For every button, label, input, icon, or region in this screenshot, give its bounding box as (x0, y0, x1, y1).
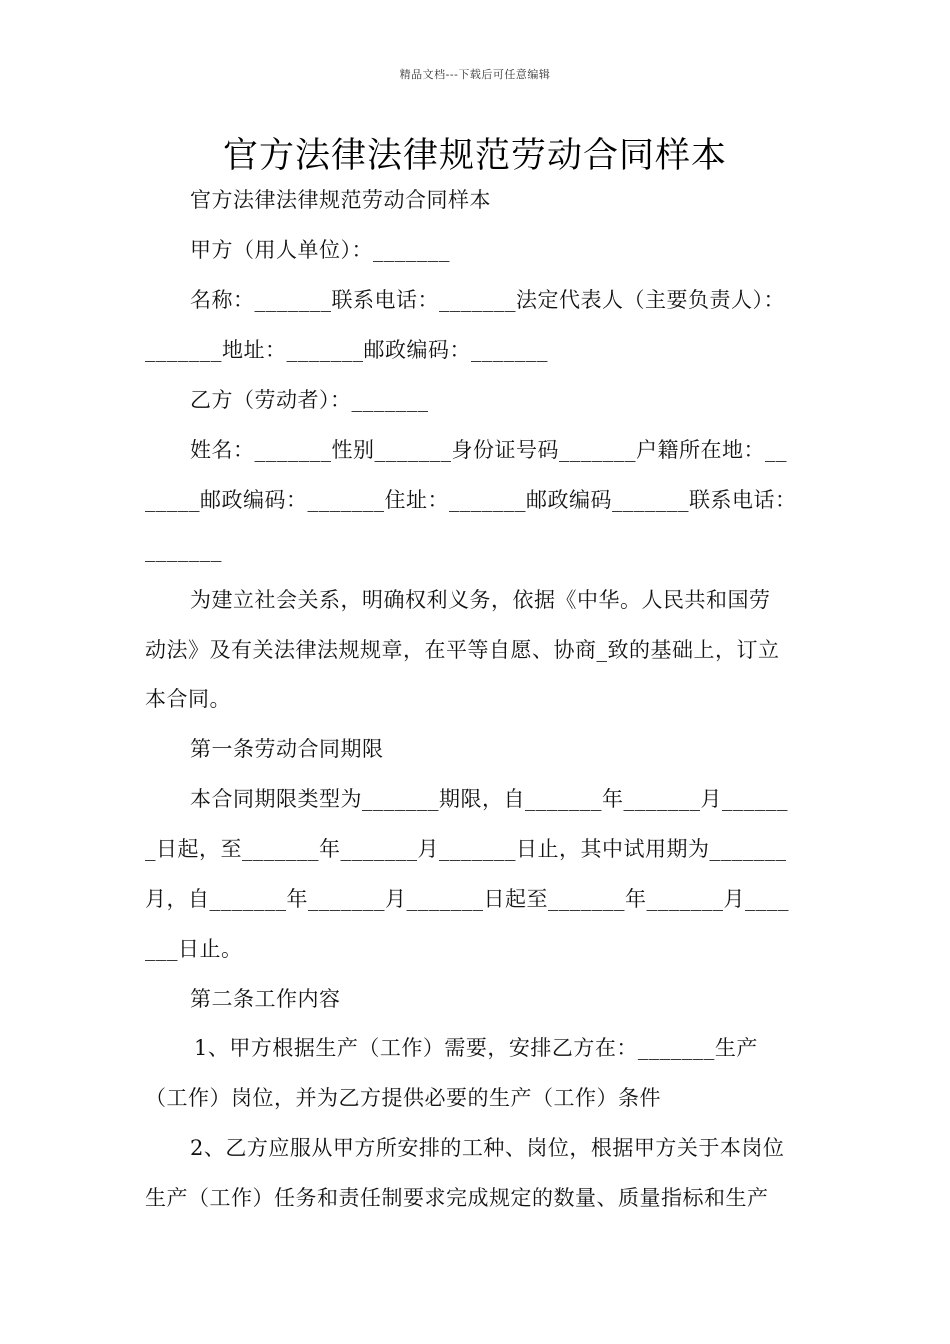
article-2-heading: 第二条工作内容 (190, 987, 341, 1011)
party-b-phone-line: _______ (145, 538, 222, 562)
article-2-item-1-line-1: 1、甲方根据生产（工作）需要，安排乙方在：_______生产 (194, 1036, 758, 1060)
article-1-line-3: 月，自_______年_______月_______日起至_______年_______月____ (145, 887, 789, 911)
preamble-line-2: 动法》及有关法律法规规章，在平等自愿、协商_致的基础上，订立 (145, 638, 780, 662)
party-a-address-line: _______地址：_______邮政编码：_______ (145, 338, 548, 362)
preamble-line-1: 为建立社会关系，明确权利义务，依据《中华。人民共和国劳 (190, 588, 771, 612)
page-header: 精品文档---下载后可任意编辑 (399, 68, 551, 81)
party-b-line: 乙方（劳动者）：_______ (190, 388, 429, 412)
party-b-address-line: _____邮政编码：_______住址：_______邮政编码_______联系电话： (145, 488, 797, 512)
article-1-line-2: _日起，至_______年_______月_______日止，其中试用期为_______ (145, 837, 787, 861)
party-b-name-line: 姓名：_______性别_______身份证号码_______户籍所在地：__ (190, 438, 787, 462)
article-1-line-4: ___日止。 (145, 937, 243, 961)
article-2-item-2-line-1: 2、乙方应服从甲方所安排的工种、岗位，根据甲方关于本岗位 (190, 1136, 785, 1160)
article-1-heading: 第一条劳动合同期限 (190, 737, 384, 761)
article-2-item-2-line-2: 生产（工作）任务和责任制要求完成规定的数量、质量指标和生产 (145, 1186, 769, 1210)
document-title: 官方法律法律规范劳动合同样本 (222, 136, 727, 176)
subtitle-line: 官方法律法律规范劳动合同样本 (190, 188, 491, 212)
article-1-line-1: 本合同期限类型为_______期限，自_______年_______月______ (190, 787, 788, 811)
article-2-item-1-line-2: （工作）岗位，并为乙方提供必要的生产（工作）条件 (145, 1086, 661, 1110)
preamble-line-3: 本合同。 (145, 687, 231, 711)
party-a-line: 甲方（用人单位）：_______ (190, 238, 450, 262)
party-a-name-line: 名称：_______联系电话：_______法定代表人（主要负责人）： (190, 288, 785, 312)
